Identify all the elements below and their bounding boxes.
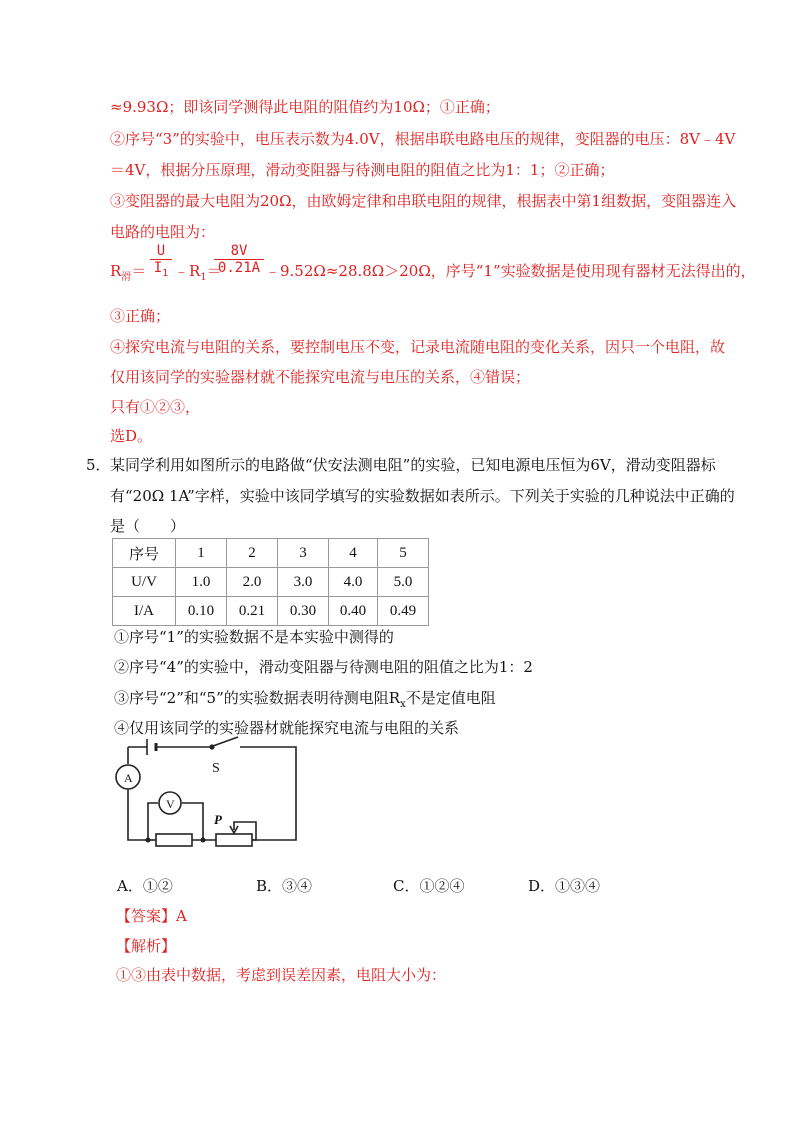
table-cell: I/A — [113, 597, 176, 626]
table-cell: 5 — [378, 539, 429, 568]
statement-2: ②序号“4”的实验中，滑动变阻器与待测电阻的阻值之比为1：2 — [114, 658, 533, 676]
table-cell: 序号 — [113, 539, 176, 568]
formula-r-slide: $R_滑=$ — [110, 262, 147, 283]
formula-rest: ﹣9.52Ω≈28.8Ω＞20Ω，序号“1”实验数据是使用现有器材无法得出的， — [265, 262, 756, 280]
question-number: 5． — [86, 456, 111, 474]
table-cell: 3 — [278, 539, 329, 568]
voltmeter-label: V — [166, 797, 175, 811]
junction-dot — [201, 838, 206, 843]
table-cell: 0.49 — [378, 597, 429, 626]
switch-label: S — [212, 761, 220, 776]
voltmeter-icon — [159, 792, 181, 814]
analysis-line-1: ①③由表中数据，考虑到误差因素，电阻大小为： — [116, 966, 447, 984]
table-cell: 0.30 — [278, 597, 329, 626]
option-b: B．③④ — [256, 877, 313, 895]
formula-minus-r1: $﹣R_1=$ — [174, 262, 222, 283]
table-cell: 1 — [176, 539, 227, 568]
question-line-2: 有“20Ω 1A”字样，实验中该同学填写的实验数据如表所示。下列关于实验的几种说法中正确的 — [110, 487, 735, 505]
solution-line-2: ②序号“3”的实验中，电压表示数为4.0V，根据串联电路电压的规律，变阻器的电压：8V﹣4V — [110, 130, 736, 148]
fraction-8v-over-021a: 8V 0.21A — [214, 243, 264, 276]
fraction-u-over-i1: U $I_1$ — [150, 243, 172, 276]
question-line-3: 是（ ） — [110, 517, 186, 535]
table-cell: 4 — [329, 539, 378, 568]
table-cell: 2.0 — [227, 568, 278, 597]
statement-4: ④仅用该同学的实验器材就能探究电流与电阻的关系 — [114, 719, 460, 737]
option-a: A．①② — [117, 877, 173, 895]
resistor-icon — [156, 834, 192, 846]
table-cell: 3.0 — [278, 568, 329, 597]
table-cell: 0.40 — [329, 597, 378, 626]
ammeter-icon — [116, 765, 140, 789]
option-c: C．①②④ — [393, 877, 465, 895]
analysis-title: 【解析】 — [116, 937, 177, 955]
table-cell: 1.0 — [176, 568, 227, 597]
junction-dot — [146, 838, 151, 843]
statement-1: ①序号“1”的实验数据不是本实验中测得的 — [114, 628, 394, 646]
statement-3: ③序号“2”和“5”的实验数据表明待测电阻$R_x$不是定值电阻 — [114, 689, 496, 710]
table-cell: U/V — [113, 568, 176, 597]
solution-line-8: 仅用该同学的实验器材就不能探究电流与电压的关系，④错误； — [110, 368, 531, 386]
answer-label: 【答案】A — [116, 907, 187, 925]
table-cell: 2 — [227, 539, 278, 568]
solution-line-7: ④探究电流与电阻的关系，要控制电压不变，记录电流随电阻的变化关系，因只一个电阻，故 — [110, 338, 726, 356]
slider-label: P — [214, 812, 222, 827]
ammeter-label: A — [124, 771, 133, 785]
table-cell: 5.0 — [378, 568, 429, 597]
rheostat-icon — [216, 834, 252, 846]
table-cell: 0.21 — [227, 597, 278, 626]
table-cell: 0.10 — [176, 597, 227, 626]
data-table — [112, 538, 429, 626]
solution-line-1: ≈9.93Ω；即该同学测得此电阻的阻值约为10Ω；①正确； — [110, 98, 500, 116]
solution-line-5: 电路的电阻为： — [110, 223, 216, 241]
table-row — [113, 539, 429, 568]
table-cell: 4.0 — [329, 568, 378, 597]
solution-line-9: 只有①②③， — [110, 398, 201, 416]
solution-line-6: ③正确； — [110, 307, 171, 325]
solution-line-3: ＝4V，根据分压原理，滑动变阻器与待测电阻的阻值之比为1：1；②正确； — [110, 161, 615, 179]
switch-blade — [213, 737, 238, 746]
switch-contact — [210, 745, 214, 749]
table-row — [113, 597, 429, 626]
solution-line-10: 选D。 — [110, 427, 153, 445]
question-line-1: 某同学利用如图所示的电路做“伏安法测电阻”的实验，已知电源电压恒为6V，滑动变阻器标 — [110, 456, 716, 474]
solution-line-4: ③变阻器的最大电阻为20Ω，由欧姆定律和串联电阻的规律，根据表中第1组数据，变阻器连入 — [110, 192, 737, 210]
option-d: D．①③④ — [528, 877, 601, 895]
table-row — [113, 568, 429, 597]
slider-arrow — [230, 826, 238, 833]
